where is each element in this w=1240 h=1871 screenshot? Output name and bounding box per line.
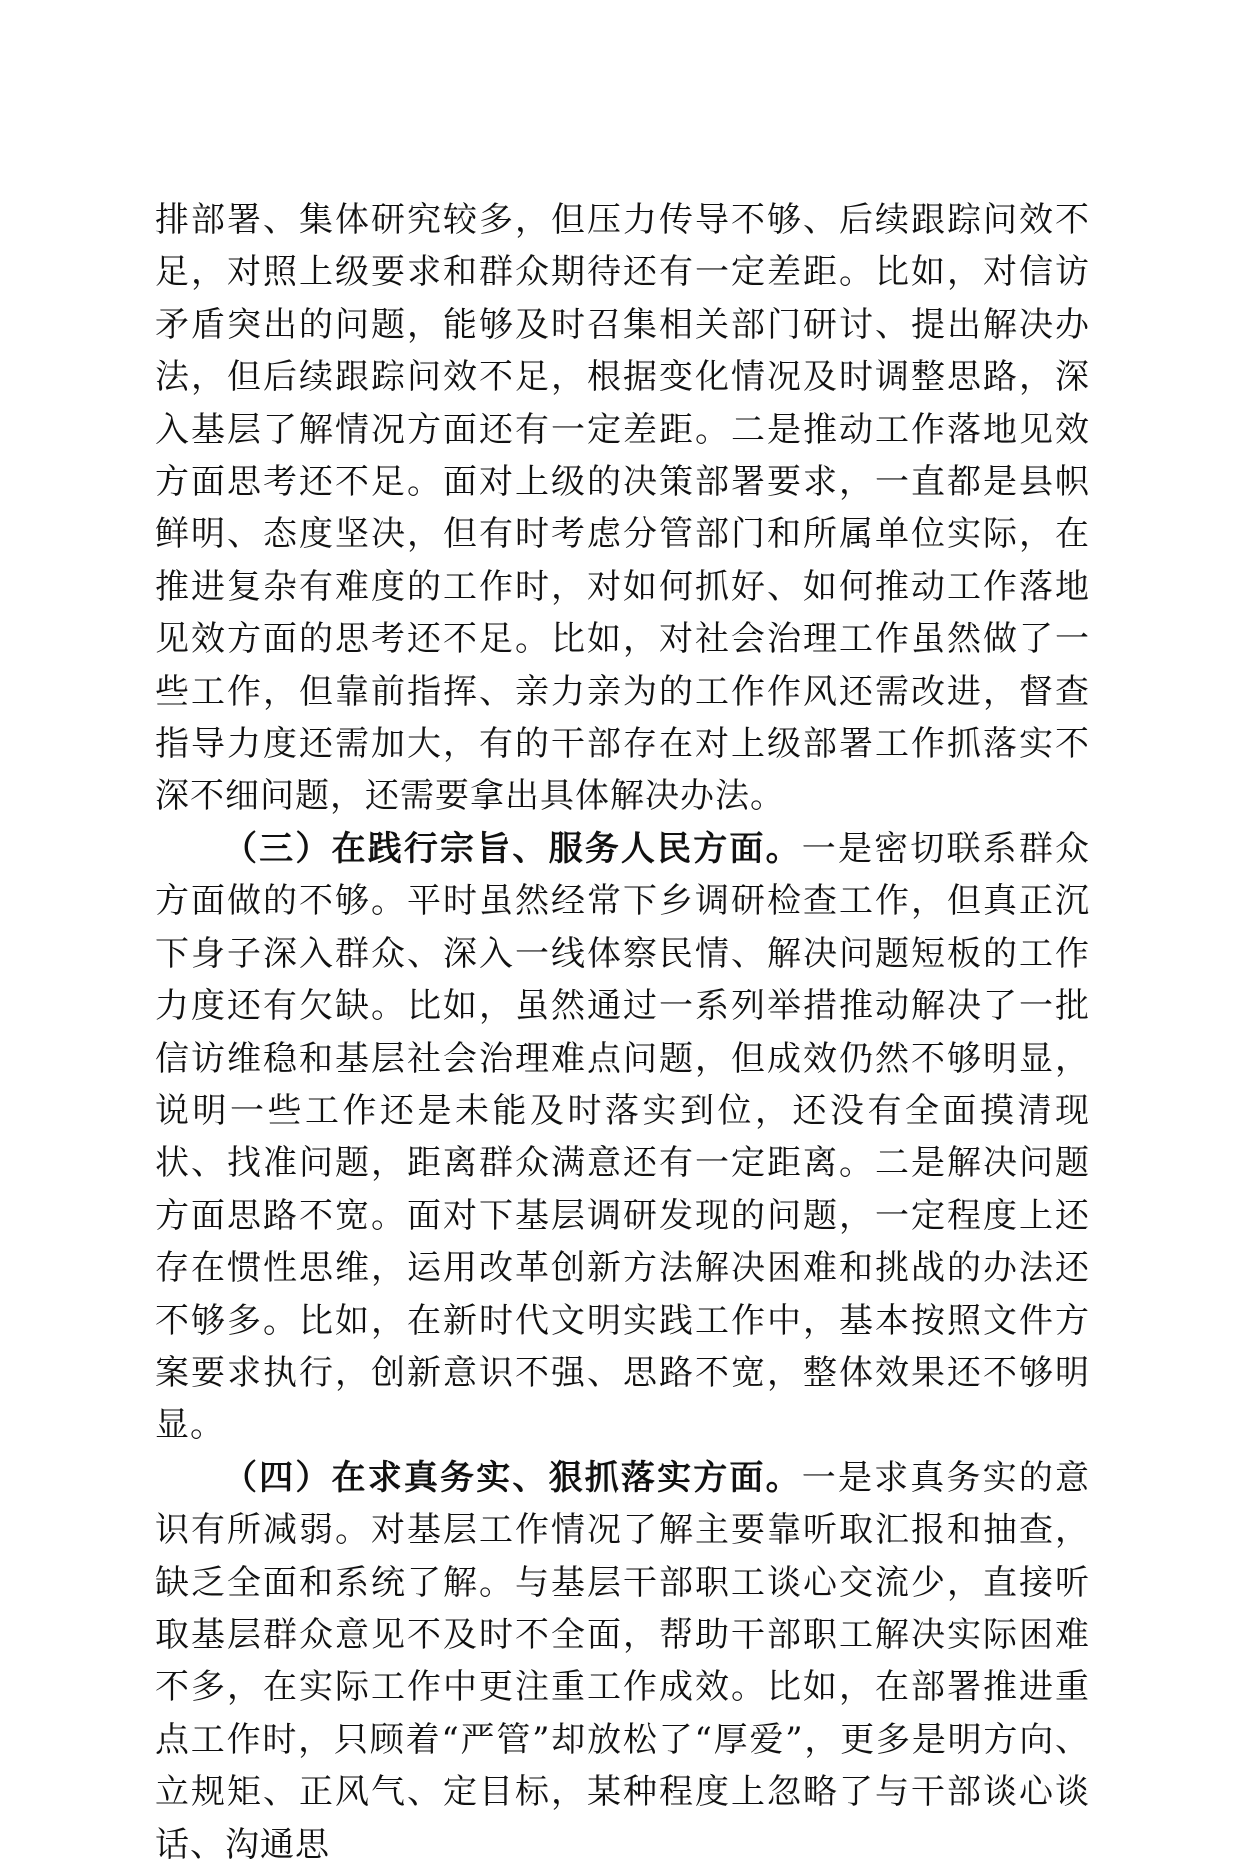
paragraph-continuation [155, 194, 1090, 823]
section-heading: （四）在求真务实、狠抓落实方面。 [223, 1457, 802, 1498]
paragraph-text: 一是求真务实的意识有所减弱。对基层工作情况了解主要靠听取汇报和抽查，缺乏全面和系统了解。与基层干部职工谈心交流少，直接听取基层群众意见不及时不全面，帮助干部职工解决实际困难不多，在实际工作中更注重工作成效。比如，在部署推进重点工作时，只顾着“严管”却放松了“厚爱”，更多是明方向、立规矩、正风气、定目标，某种程度上忽略了与干部谈心谈话、沟通思 [155, 1457, 1090, 1865]
paragraph-text: 一是密切联系群众方面做的不够。平时虽然经常下乡调研检查工作，但真正沉下身子深入群众、深入一线体察民情、解决问题短板的工作力度还有欠缺。比如，虽然通过一系列举措推动解决了一批信访维稳和基层社会治理难点问题，但成效仍然不够明显，说明一些工作还是未能及时落实到位，还没有全面摸清现状、找准问题，距离群众满意还有一定距离。二是解决问题方面思路不宽。面对下基层调研发现的问题，一定程度上还存在惯性思维，运用改革创新方法解决困难和挑战的办法还不够多。比如，在新时代文明实践工作中，基本按照文件方案要求执行，创新意识不强、思路不宽，整体效果还不够明显。 [155, 828, 1090, 1446]
document-body [155, 194, 1090, 1871]
paragraph-section-four [155, 1452, 1090, 1871]
paragraph-text: 排部署、集体研究较多，但压力传导不够、后续跟踪问效不足，对照上级要求和群众期待还有一定差距。比如，对信访矛盾突出的问题，能够及时召集相关部门研讨、提出解决办法，但后续跟踪问效不足，根据变化情况及时调整思路，深入基层了解情况方面还有一定差距。二是推动工作落地见效方面思考还不足。面对上级的决策部署要求，一直都是县帜鲜明、态度坚决，但有时考虑分管部门和所属单位实际，在推进复杂有难度的工作时，对如何抓好、如何推动工作落地见效方面的思考还不足。比如，对社会治理工作虽然做了一些工作，但靠前指挥、亲力亲为的工作作风还需改进，督查指导力度还需加大，有的干部存在对上级部署工作抓落实不深不细问题，还需要拿出具体解决办法。 [155, 200, 1090, 817]
section-heading: （三）在践行宗旨、服务人民方面。 [223, 828, 802, 869]
paragraph-section-three [155, 823, 1090, 1452]
